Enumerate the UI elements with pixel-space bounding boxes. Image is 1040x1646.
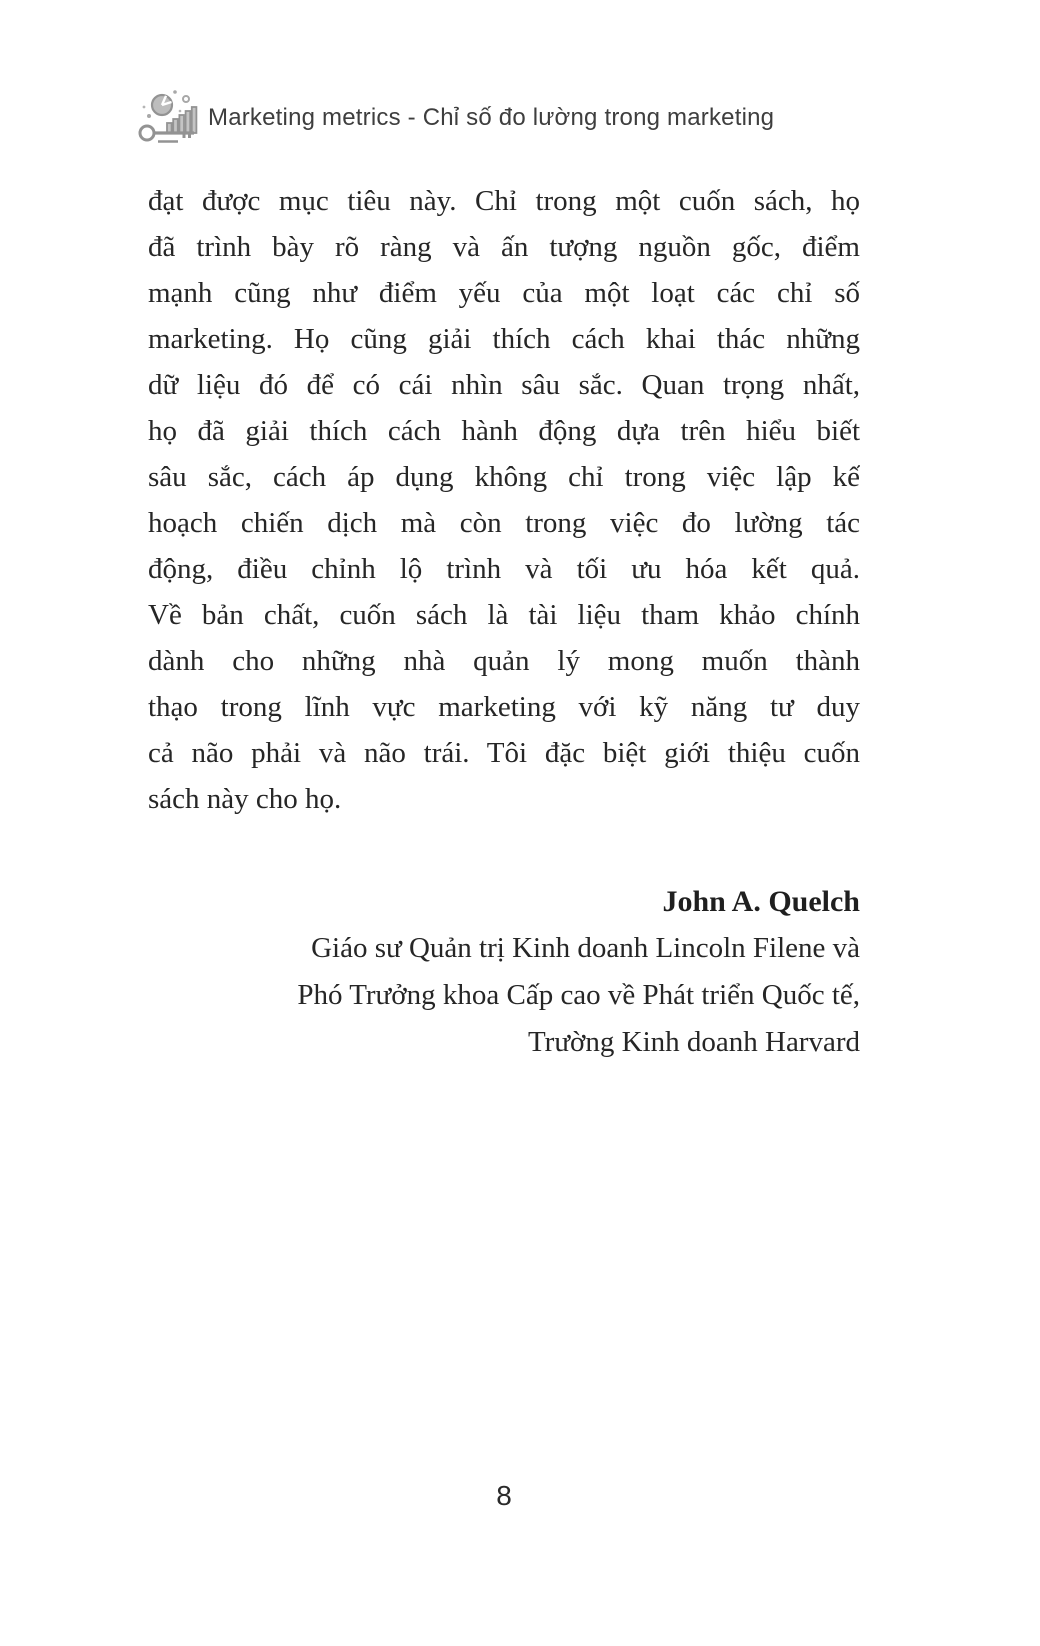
paragraph-line: mạnh cũng như điểm yếu của một loạt các chỉ số <box>148 277 860 309</box>
paragraph-line: đạt được mục tiêu này. Chỉ trong một cuốn sách, họ <box>148 185 860 217</box>
paragraph-line: marketing. Họ cũng giải thích cách khai thác những <box>148 323 860 355</box>
paragraph <box>148 178 860 822</box>
body-text-block <box>148 178 860 1066</box>
paragraph-line: hoạch chiến dịch mà còn trong việc đo lường tác <box>148 507 860 539</box>
page-header <box>136 86 774 150</box>
paragraph-line: động, điều chỉnh lộ trình và tối ưu hóa kết quả. <box>148 553 860 585</box>
page-number: 8 <box>496 1480 512 1511</box>
paragraph-line: Về bản chất, cuốn sách là tài liệu tham khảo chính <box>148 599 860 631</box>
paragraph-line: sâu sắc, cách áp dụng không chỉ trong việc lập kế <box>148 461 860 493</box>
paragraph-line: dữ liệu đó để có cái nhìn sâu sắc. Quan trọng nhất, <box>148 369 860 401</box>
signature-block <box>148 878 860 1066</box>
signature-title-line: Phó Trưởng khoa Cấp cao về Phát triển Quốc tế, <box>297 979 860 1011</box>
paragraph-line: họ đã giải thích cách hành động dựa trên hiểu biết <box>148 415 860 447</box>
signature-titles <box>148 925 860 1066</box>
paragraph-line: thạo trong lĩnh vực marketing với kỹ năng tư duy <box>148 691 860 723</box>
signature-title-line: Giáo sư Quản trị Kinh doanh Lincoln Filene và <box>311 932 860 964</box>
signature-title-line: Trường Kinh doanh Harvard <box>527 1026 860 1058</box>
paragraph-line: cả não phải và não trái. Tôi đặc biệt giới thiệu cuốn <box>148 737 860 769</box>
analytics-logo-icon <box>136 86 200 150</box>
paragraph-line: sách này cho họ. <box>148 783 342 815</box>
signature-name: John A. Quelch <box>662 885 860 918</box>
running-head-title: Marketing metrics - Chỉ số đo lường trong marketing <box>208 104 775 131</box>
paragraph-line: dành cho những nhà quản lý mong muốn thành <box>148 645 860 677</box>
paragraph-line: đã trình bày rõ ràng và ấn tượng nguồn gốc, điểm <box>148 231 860 263</box>
